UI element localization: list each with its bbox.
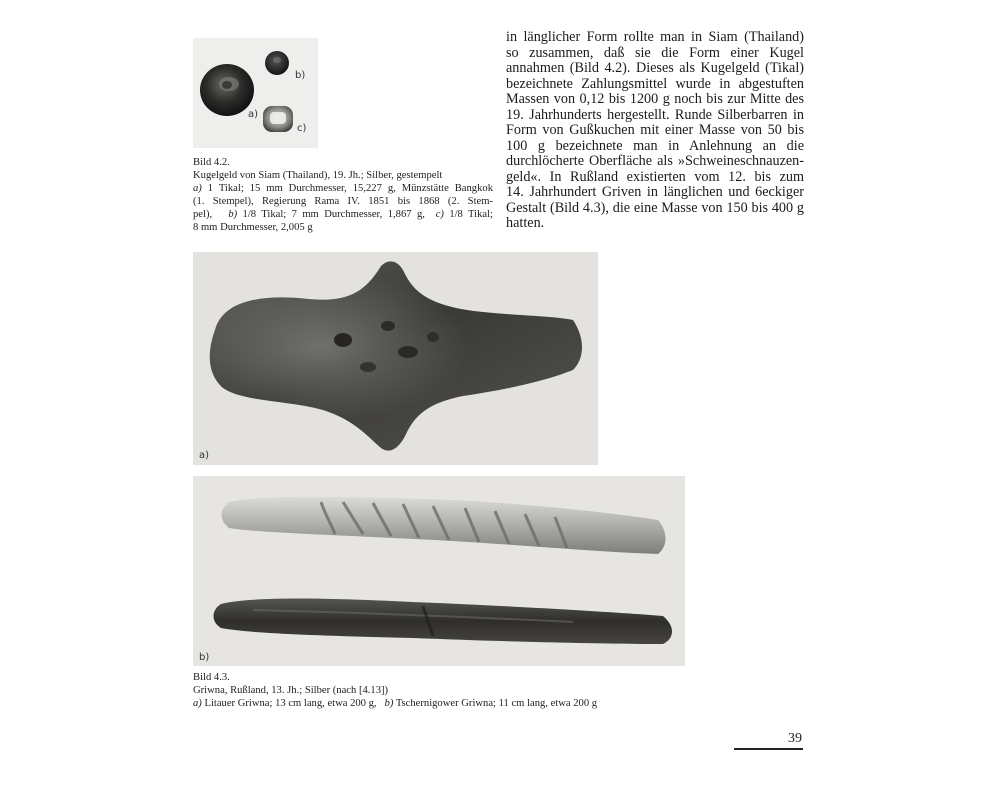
caption-text: 1 Tikal; 15 mm Durchmesser, 15,227 g, Münzstätte Bangkok <box>201 183 493 194</box>
text-line: Gestalt (Bild 4.3), die eine Masse von 150 bis 400 g <box>506 199 804 216</box>
caption-line <box>193 182 493 195</box>
item-mark-a: a) <box>193 183 202 194</box>
label-a: a) <box>248 109 259 120</box>
figure-4-2-photo <box>193 38 318 148</box>
item-mark-b: b) <box>384 698 394 709</box>
caption-text: Litauer Griwna; 13 cm lang, etwa 200 g, <box>201 698 377 709</box>
figure-number: Bild 4.2. <box>193 157 230 168</box>
caption-text: 1/8 Tikal; <box>443 209 493 220</box>
body-text <box>506 30 804 232</box>
text-line: annahmen (Bild 4.2). Dieses als Kugelgeld (Tikal) <box>506 60 804 76</box>
text-line: 19. Jahrhunderts hergestellt. Runde Silberbarren in <box>506 106 804 123</box>
bullet-coins-illustration <box>193 38 318 148</box>
caption-text: pel), <box>193 209 213 220</box>
text-line: in länglicher Form rollte man in Siam (Thailand) <box>506 29 804 45</box>
figure-4-3a-photo <box>193 252 598 465</box>
text-line: 14. Jahrhundert Griven in länglichen und 6eckiger <box>506 184 804 200</box>
item-mark-a: a) <box>193 698 202 709</box>
label-c: c) <box>297 123 307 134</box>
text-line: so zusammen, daß sie die Form einer Kugel <box>506 44 804 61</box>
bar-lower <box>214 599 673 645</box>
caption-line: 8 mm Durchmesser, 2,005 g <box>193 222 313 233</box>
item-mark-c: c) <box>435 209 444 220</box>
caption-line <box>193 697 713 710</box>
item-mark-b: b) <box>228 209 238 220</box>
text-line: hatten. <box>506 215 545 231</box>
figure-4-3-caption <box>193 671 713 710</box>
figure-4-3b-photo <box>193 476 685 666</box>
figure-number: Bild 4.3. <box>193 672 230 683</box>
text-line: Form von Gußkuchen mit einer Masse von 50 bis <box>506 122 804 138</box>
label-a: a) <box>199 450 210 461</box>
caption-text: 1/8 Tikal; 7 mm Durchmesser, 1,867 g, <box>237 209 425 220</box>
text-line: bezeichnete Zahlungsmittel wurde in abgestuften <box>506 75 804 92</box>
label-b: b) <box>199 652 210 663</box>
caption-line: (1. Stempel), Regierung Rama IV. 1851 bis 1868 (2. Stem- <box>193 196 493 207</box>
label-b: b) <box>295 70 306 81</box>
page-number-rule <box>734 748 803 750</box>
text-line: 100 g bezeichnete man in Anlehnung an die <box>506 137 804 154</box>
page-number: 39 <box>788 731 802 746</box>
caption-text: Tschernigower Griwna; 11 cm lang, etwa 200 g <box>393 698 598 709</box>
figure-title: Griwna, Rußland, 13. Jh.; Silber (nach [4.13]) <box>193 685 389 696</box>
text-line: geld«. In Rußland existierten vom 12. bis zum <box>506 168 804 185</box>
griwna-ingots-b <box>193 476 685 666</box>
figure-title: Kugelgeld von Siam (Thailand), 19. Jh.; Silber, gestempelt <box>193 170 443 181</box>
figure-4-2-caption <box>193 156 493 234</box>
text-line: Massen von 0,12 bis 1200 g noch bis zur Mitte des <box>506 91 804 107</box>
griwna-ingot-a <box>193 252 598 465</box>
caption-line <box>193 208 493 221</box>
text-line: durchlöcherte Oberfläche als »Schweineschnauzen- <box>506 153 804 169</box>
